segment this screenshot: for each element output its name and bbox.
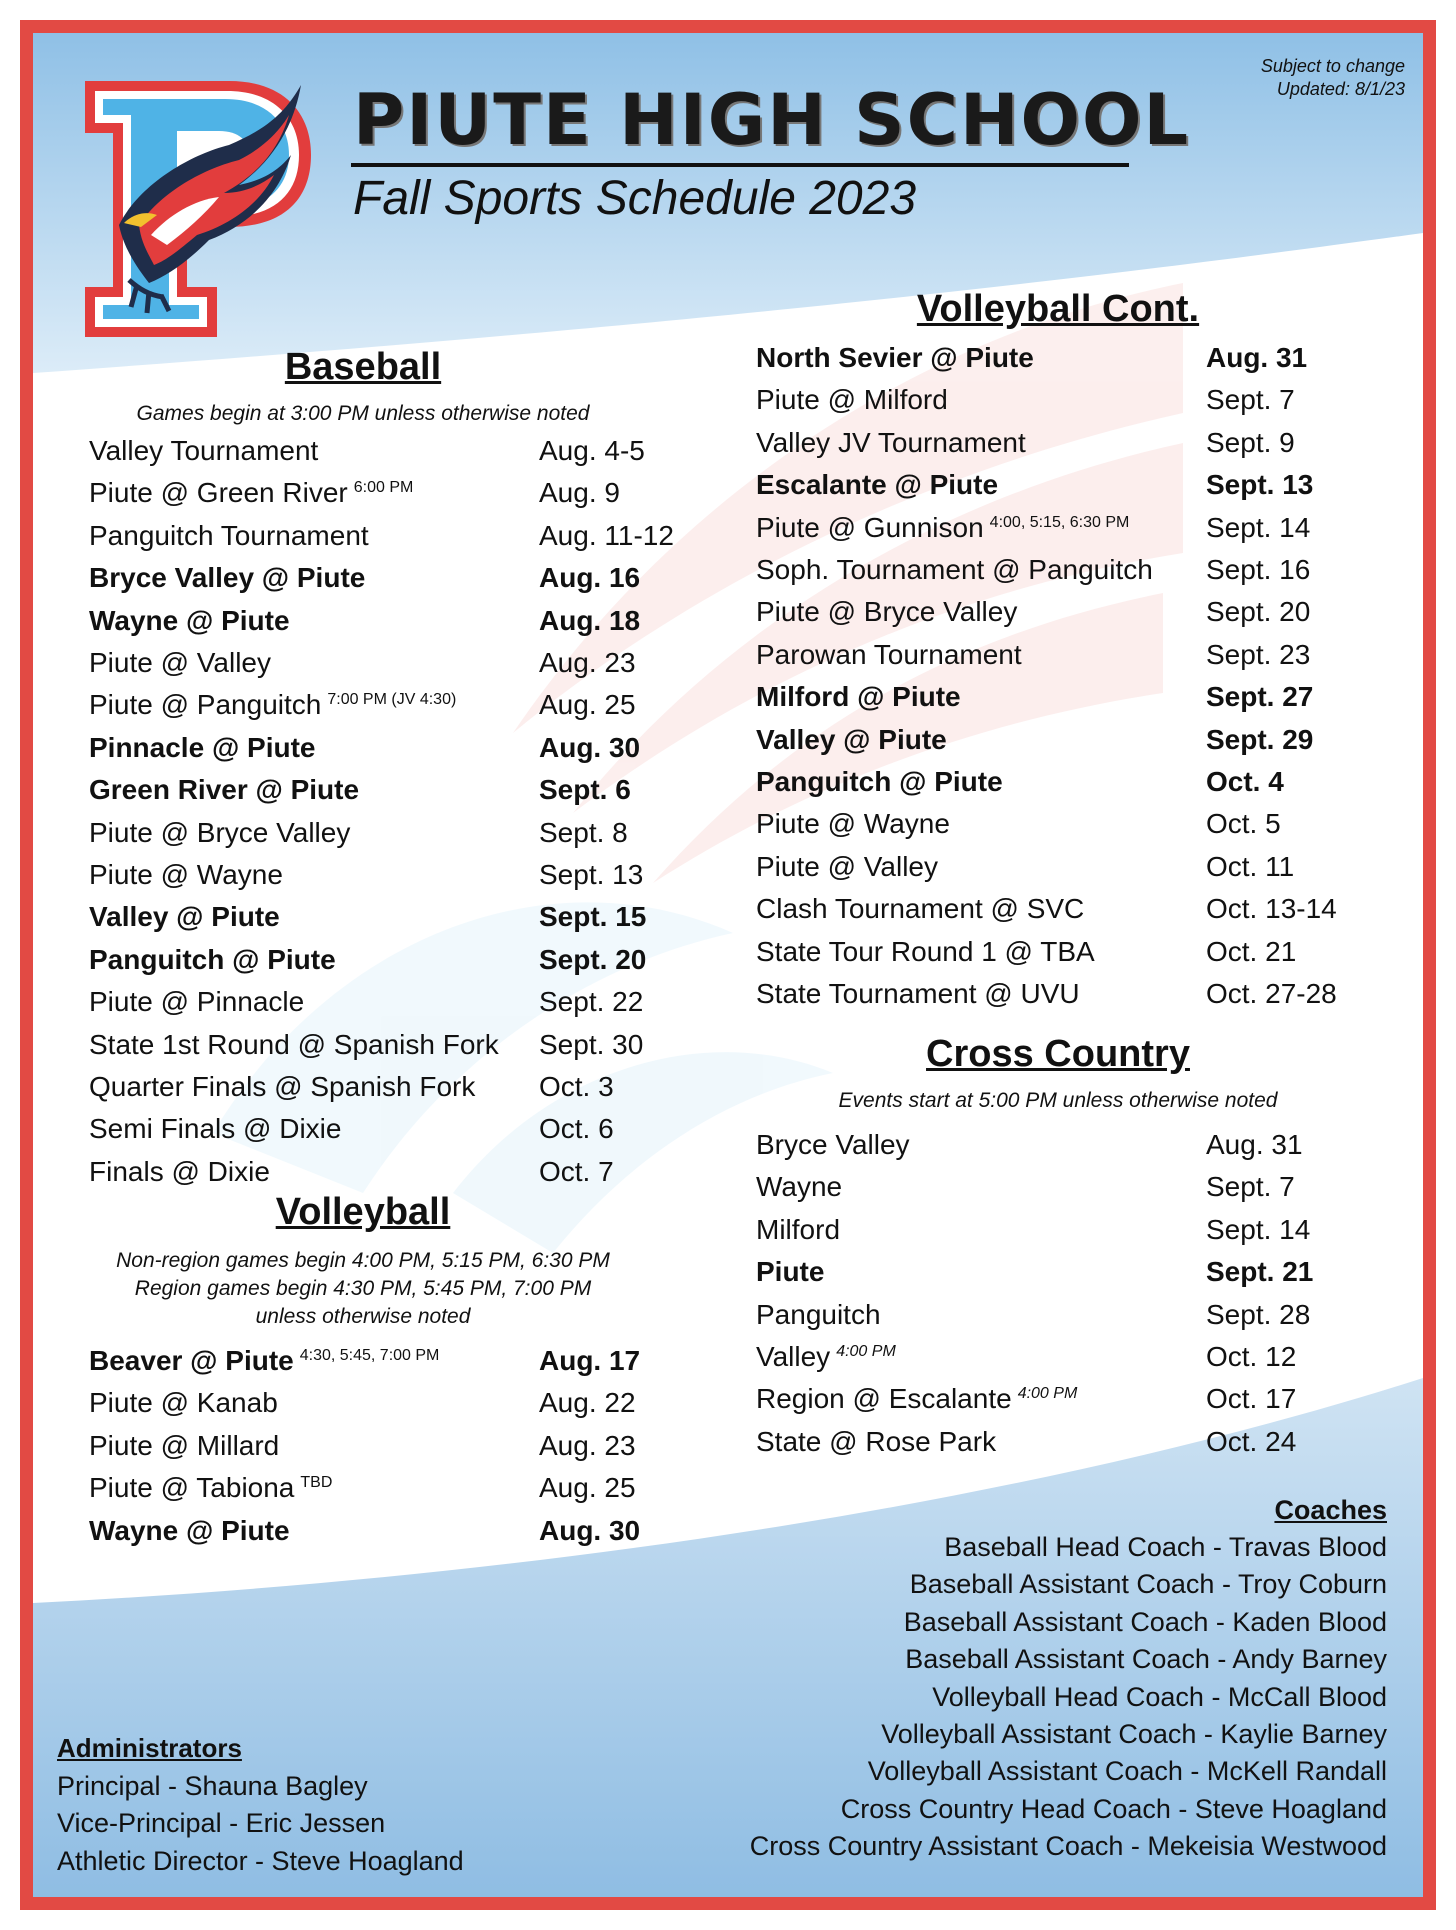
- event-name: Piute @ Wayne: [756, 808, 950, 840]
- event-date: Sept. 21: [1206, 1256, 1314, 1288]
- event-name: Valley $^{4:00 PM}$: [756, 1341, 896, 1372]
- schedule-row: [756, 851, 1366, 893]
- event-date: Oct. 27-28: [1206, 978, 1337, 1009]
- event-name: Piute @ Gunnison $^{4:00, 5:15, 6:30 PM}$: [756, 511, 1130, 543]
- event-date: Sept. 29: [1206, 723, 1314, 755]
- schedule-row: [89, 1071, 699, 1113]
- event-date: Sept. 27: [1206, 681, 1314, 713]
- baseball-title: Baseball: [284, 346, 442, 388]
- event-date: Aug. 25: [539, 1472, 636, 1504]
- coach-entry: Volleyball Assistant Coach - Kaylie Barney: [881, 1719, 1387, 1749]
- schedule-row: [89, 1472, 699, 1514]
- updated-date: Updated: 8/1/23: [1276, 79, 1405, 99]
- schedule-subtitle: Fall Sports Schedule 2023: [353, 172, 917, 225]
- schedule-row: [89, 1029, 699, 1071]
- event-name: Panguitch Tournament: [89, 519, 369, 551]
- event-date: Aug. 18: [539, 604, 641, 636]
- schedule-row: [756, 893, 1366, 935]
- coach-entry: Baseball Assistant Coach - Andy Barney: [905, 1644, 1387, 1675]
- coach-entry: Volleyball Head Coach - McCall Blood: [932, 1681, 1387, 1712]
- event-date: Oct. 17: [1206, 1383, 1297, 1415]
- event-date: Sept. 7: [1206, 1171, 1295, 1203]
- event-date: Aug. 31: [1206, 1129, 1303, 1160]
- event-date: Sept. 14: [1206, 511, 1311, 543]
- schedule-row: [89, 944, 699, 986]
- schedule-row: [756, 342, 1366, 384]
- volleyball-title: Volleyball: [275, 1191, 451, 1233]
- event-name: Clash Tournament @ SVC: [756, 893, 1085, 925]
- schedule-row: [756, 1383, 1366, 1425]
- event-time: 4:00 PM: [836, 1343, 896, 1360]
- event-date: Sept. 7: [1206, 384, 1295, 416]
- event-date: Sept. 28: [1206, 1298, 1311, 1330]
- coaches-heading: Coaches: [1274, 1495, 1387, 1525]
- schedule-row: [756, 384, 1366, 426]
- schedule-row: [756, 936, 1366, 978]
- event-name: Piute @ Wayne: [89, 859, 283, 890]
- coach-entry: Baseball Assistant Coach - Troy Coburn: [909, 1569, 1387, 1600]
- event-date: Oct. 21: [1206, 935, 1297, 967]
- event-name: Panguitch @ Piute: [756, 766, 1003, 797]
- schedule-row: [89, 477, 699, 519]
- event-name: Quarter Finals @ Spanish Fork: [89, 1071, 476, 1102]
- volleyball-note-region: Region games begin 4:30 PM, 5:45 PM, 7:00 PM: [134, 1277, 592, 1300]
- event-name: Piute @ Kanab: [89, 1387, 278, 1419]
- event-name: Piute @ Bryce Valley: [756, 596, 1018, 628]
- schedule-row: [756, 639, 1366, 681]
- event-date: Sept. 6: [539, 774, 631, 806]
- event-name: Panguitch: [756, 1298, 881, 1330]
- event-name: Soph. Tournament @ Panguitch: [756, 554, 1153, 585]
- event-date: Aug. 11-12: [539, 519, 674, 551]
- event-date: Sept. 30: [539, 1028, 644, 1060]
- event-name: Piute @ Valley: [89, 647, 271, 678]
- event-date: Sept. 23: [1206, 638, 1311, 670]
- volleyball-cont-title: Volleyball Cont.: [916, 288, 1200, 330]
- schedule-row: [89, 774, 699, 816]
- event-name: Wayne @ Piute: [89, 1514, 290, 1546]
- event-date: Sept. 9: [1206, 426, 1295, 458]
- event-date: Sept. 20: [539, 943, 647, 975]
- schedule-row: [89, 986, 699, 1028]
- event-date: Oct. 5: [1206, 808, 1281, 840]
- schedule-row: [756, 1214, 1366, 1256]
- event-name: Valley Tournament: [89, 435, 319, 466]
- event-name: Milford @ Piute: [756, 681, 961, 713]
- event-name: State @ Rose Park: [756, 1425, 997, 1457]
- schedule-row: [756, 766, 1366, 808]
- event-name: State Tour Round 1 @ TBA: [756, 935, 1095, 967]
- schedule-row: [89, 520, 699, 562]
- schedule-row: [89, 817, 699, 859]
- event-date: Aug. 23: [539, 1429, 636, 1461]
- event-date: Sept. 13: [1206, 469, 1314, 501]
- schedule-row: [89, 1345, 699, 1387]
- coach-entry: Baseball Head Coach - Travas Blood: [944, 1532, 1387, 1562]
- schedule-row: [89, 689, 699, 731]
- event-name: North Sevier @ Piute: [756, 342, 1034, 373]
- event-date: Aug. 25: [539, 689, 636, 721]
- schedule-row: [756, 1426, 1366, 1468]
- event-date: Aug. 30: [539, 1514, 641, 1546]
- event-time: 7:00 PM (JV 4:30): [327, 691, 457, 709]
- event-date: Aug. 30: [539, 731, 641, 763]
- event-name: Pinnacle @ Piute: [89, 731, 316, 763]
- event-time: 6:00 PM: [353, 479, 414, 497]
- schedule-row: [756, 1129, 1366, 1171]
- volleyball-note-nonregion: Non-region games begin 4:00 PM, 5:15 PM, 6:30 PM: [116, 1249, 610, 1272]
- event-date: Oct. 6: [539, 1113, 614, 1145]
- event-name: Finals @ Dixie: [89, 1155, 270, 1187]
- schedule-row: [89, 732, 699, 774]
- event-name: Milford: [756, 1213, 841, 1245]
- event-name: Semi Finals @ Dixie: [89, 1113, 342, 1145]
- event-name: Piute @ Valley: [756, 850, 938, 882]
- event-name: Piute @ Panguitch $^{7:00 PM (JV 4:30)}$: [89, 689, 457, 721]
- event-name: Piute @ Pinnacle: [89, 986, 305, 1018]
- event-name: Region @ Escalante $^{4:00 PM}$: [756, 1383, 1078, 1415]
- schedule-row: [89, 1387, 699, 1429]
- event-name: Piute @ Millard: [89, 1429, 280, 1461]
- event-date: Sept. 14: [1206, 1213, 1311, 1245]
- event-date: Oct. 11: [1206, 850, 1295, 882]
- event-date: Oct. 13-14: [1206, 893, 1337, 925]
- schedule-row: [756, 1299, 1366, 1341]
- cross-country-title: Cross Country: [926, 1033, 1190, 1075]
- schedule-row: [756, 469, 1366, 511]
- event-date: Sept. 16: [1206, 554, 1311, 585]
- schedule-row: [756, 596, 1366, 638]
- event-name: Beaver @ Piute $^{4:30, 5:45, 7:00 PM}$: [89, 1345, 440, 1376]
- event-time: 4:00 PM: [1017, 1385, 1078, 1403]
- schedule-row: [756, 1171, 1366, 1213]
- event-date: Aug. 23: [539, 647, 636, 678]
- event-name: Wayne @ Piute: [89, 604, 290, 636]
- event-name: Parowan Tournament: [756, 638, 1022, 670]
- event-date: Aug. 22: [539, 1387, 636, 1419]
- event-name: Piute @ Green River $^{6:00 PM}$: [89, 477, 414, 509]
- coach-entry: Baseball Assistant Coach - Kaden Blood: [903, 1606, 1387, 1637]
- change-notice: [1261, 55, 1405, 101]
- event-name: Piute: [756, 1256, 825, 1288]
- schedule-row: [756, 978, 1366, 1020]
- schedule-row: [89, 605, 699, 647]
- event-name: Bryce Valley @ Piute: [89, 562, 366, 594]
- administrators-heading: Administrators: [57, 1733, 242, 1763]
- event-date: Sept. 8: [539, 816, 628, 848]
- event-name: Valley @ Piute: [756, 723, 947, 755]
- event-date: Aug. 31: [1206, 342, 1308, 373]
- coach-entry: Volleyball Assistant Coach - McKell Randall: [867, 1756, 1387, 1787]
- event-time: TBD: [300, 1474, 333, 1492]
- event-name: Piute @ Bryce Valley: [89, 816, 351, 848]
- administrator-entry: Principal - Shauna Bagley: [57, 1771, 368, 1801]
- event-name: Panguitch @ Piute: [89, 943, 336, 975]
- coach-entry: Cross Country Head Coach - Steve Hoagland: [840, 1793, 1387, 1824]
- baseball-note: Games begin at 3:00 PM unless otherwise noted: [136, 402, 590, 425]
- event-date: Sept. 20: [1206, 596, 1311, 628]
- schedule-row: [756, 427, 1366, 469]
- event-name: Valley JV Tournament: [756, 426, 1026, 458]
- schedule-row: [89, 1515, 699, 1557]
- event-name: State 1st Round @ Spanish Fork: [89, 1028, 499, 1060]
- event-date: Oct. 7: [539, 1155, 614, 1187]
- event-time: 4:00, 5:15, 6:30 PM: [989, 513, 1130, 531]
- event-date: Sept. 15: [539, 901, 647, 933]
- event-date: Aug. 16: [539, 562, 641, 594]
- schedule-row: [89, 647, 699, 689]
- event-date: Oct. 4: [1206, 766, 1284, 797]
- schedule-row: [756, 724, 1366, 766]
- event-date: Oct. 3: [539, 1071, 614, 1102]
- schedule-row: [89, 1113, 699, 1155]
- event-time: 4:30, 5:45, 7:00 PM: [299, 1347, 440, 1364]
- schedule-row: [89, 901, 699, 943]
- administrator-entry: Vice-Principal - Eric Jessen: [57, 1808, 386, 1839]
- event-date: Sept. 13: [539, 859, 644, 890]
- event-name: Piute @ Tabiona $^{TBD}$: [89, 1472, 333, 1504]
- event-date: Aug. 4-5: [539, 435, 645, 466]
- cross-country-note: Events start at 5:00 PM unless otherwise noted: [838, 1089, 1278, 1112]
- schedule-row: [756, 808, 1366, 850]
- event-name: Piute @ Milford: [756, 384, 948, 416]
- coach-entry: Cross Country Assistant Coach - Mekeisia Westwood: [749, 1831, 1387, 1862]
- notice-text: Subject to change: [1260, 56, 1405, 76]
- title-divider: [351, 163, 1129, 167]
- event-date: Aug. 17: [539, 1345, 641, 1376]
- administrator-entry: Athletic Director - Steve Hoagland: [57, 1845, 464, 1876]
- schedule-row: [756, 1256, 1366, 1298]
- schedule-row: [89, 562, 699, 604]
- schedule-row: [756, 512, 1366, 554]
- event-date: Sept. 22: [539, 986, 644, 1018]
- schedule-row: [89, 1430, 699, 1472]
- event-name: State Tournament @ UVU: [756, 978, 1080, 1009]
- event-name: Escalante @ Piute: [756, 469, 999, 501]
- volleyball-note-unless: unless otherwise noted: [255, 1305, 471, 1328]
- event-date: Oct. 24: [1206, 1425, 1297, 1457]
- schedule-row: [89, 435, 699, 477]
- page-frame: [20, 20, 1436, 1910]
- school-name: PIUTE HIGH SCHOOL: [353, 79, 1191, 161]
- event-name: Wayne: [756, 1171, 843, 1203]
- event-name: Valley @ Piute: [89, 901, 280, 933]
- event-date: Aug. 9: [539, 477, 620, 509]
- piute-logo-icon: [79, 75, 319, 350]
- schedule-row: [756, 554, 1366, 596]
- event-date: Oct. 12: [1206, 1341, 1297, 1372]
- schedule-row: [756, 1341, 1366, 1383]
- schedule-row: [89, 859, 699, 901]
- event-name: Bryce Valley: [756, 1129, 910, 1160]
- event-name: Green River @ Piute: [89, 774, 360, 806]
- schedule-row: [756, 681, 1366, 723]
